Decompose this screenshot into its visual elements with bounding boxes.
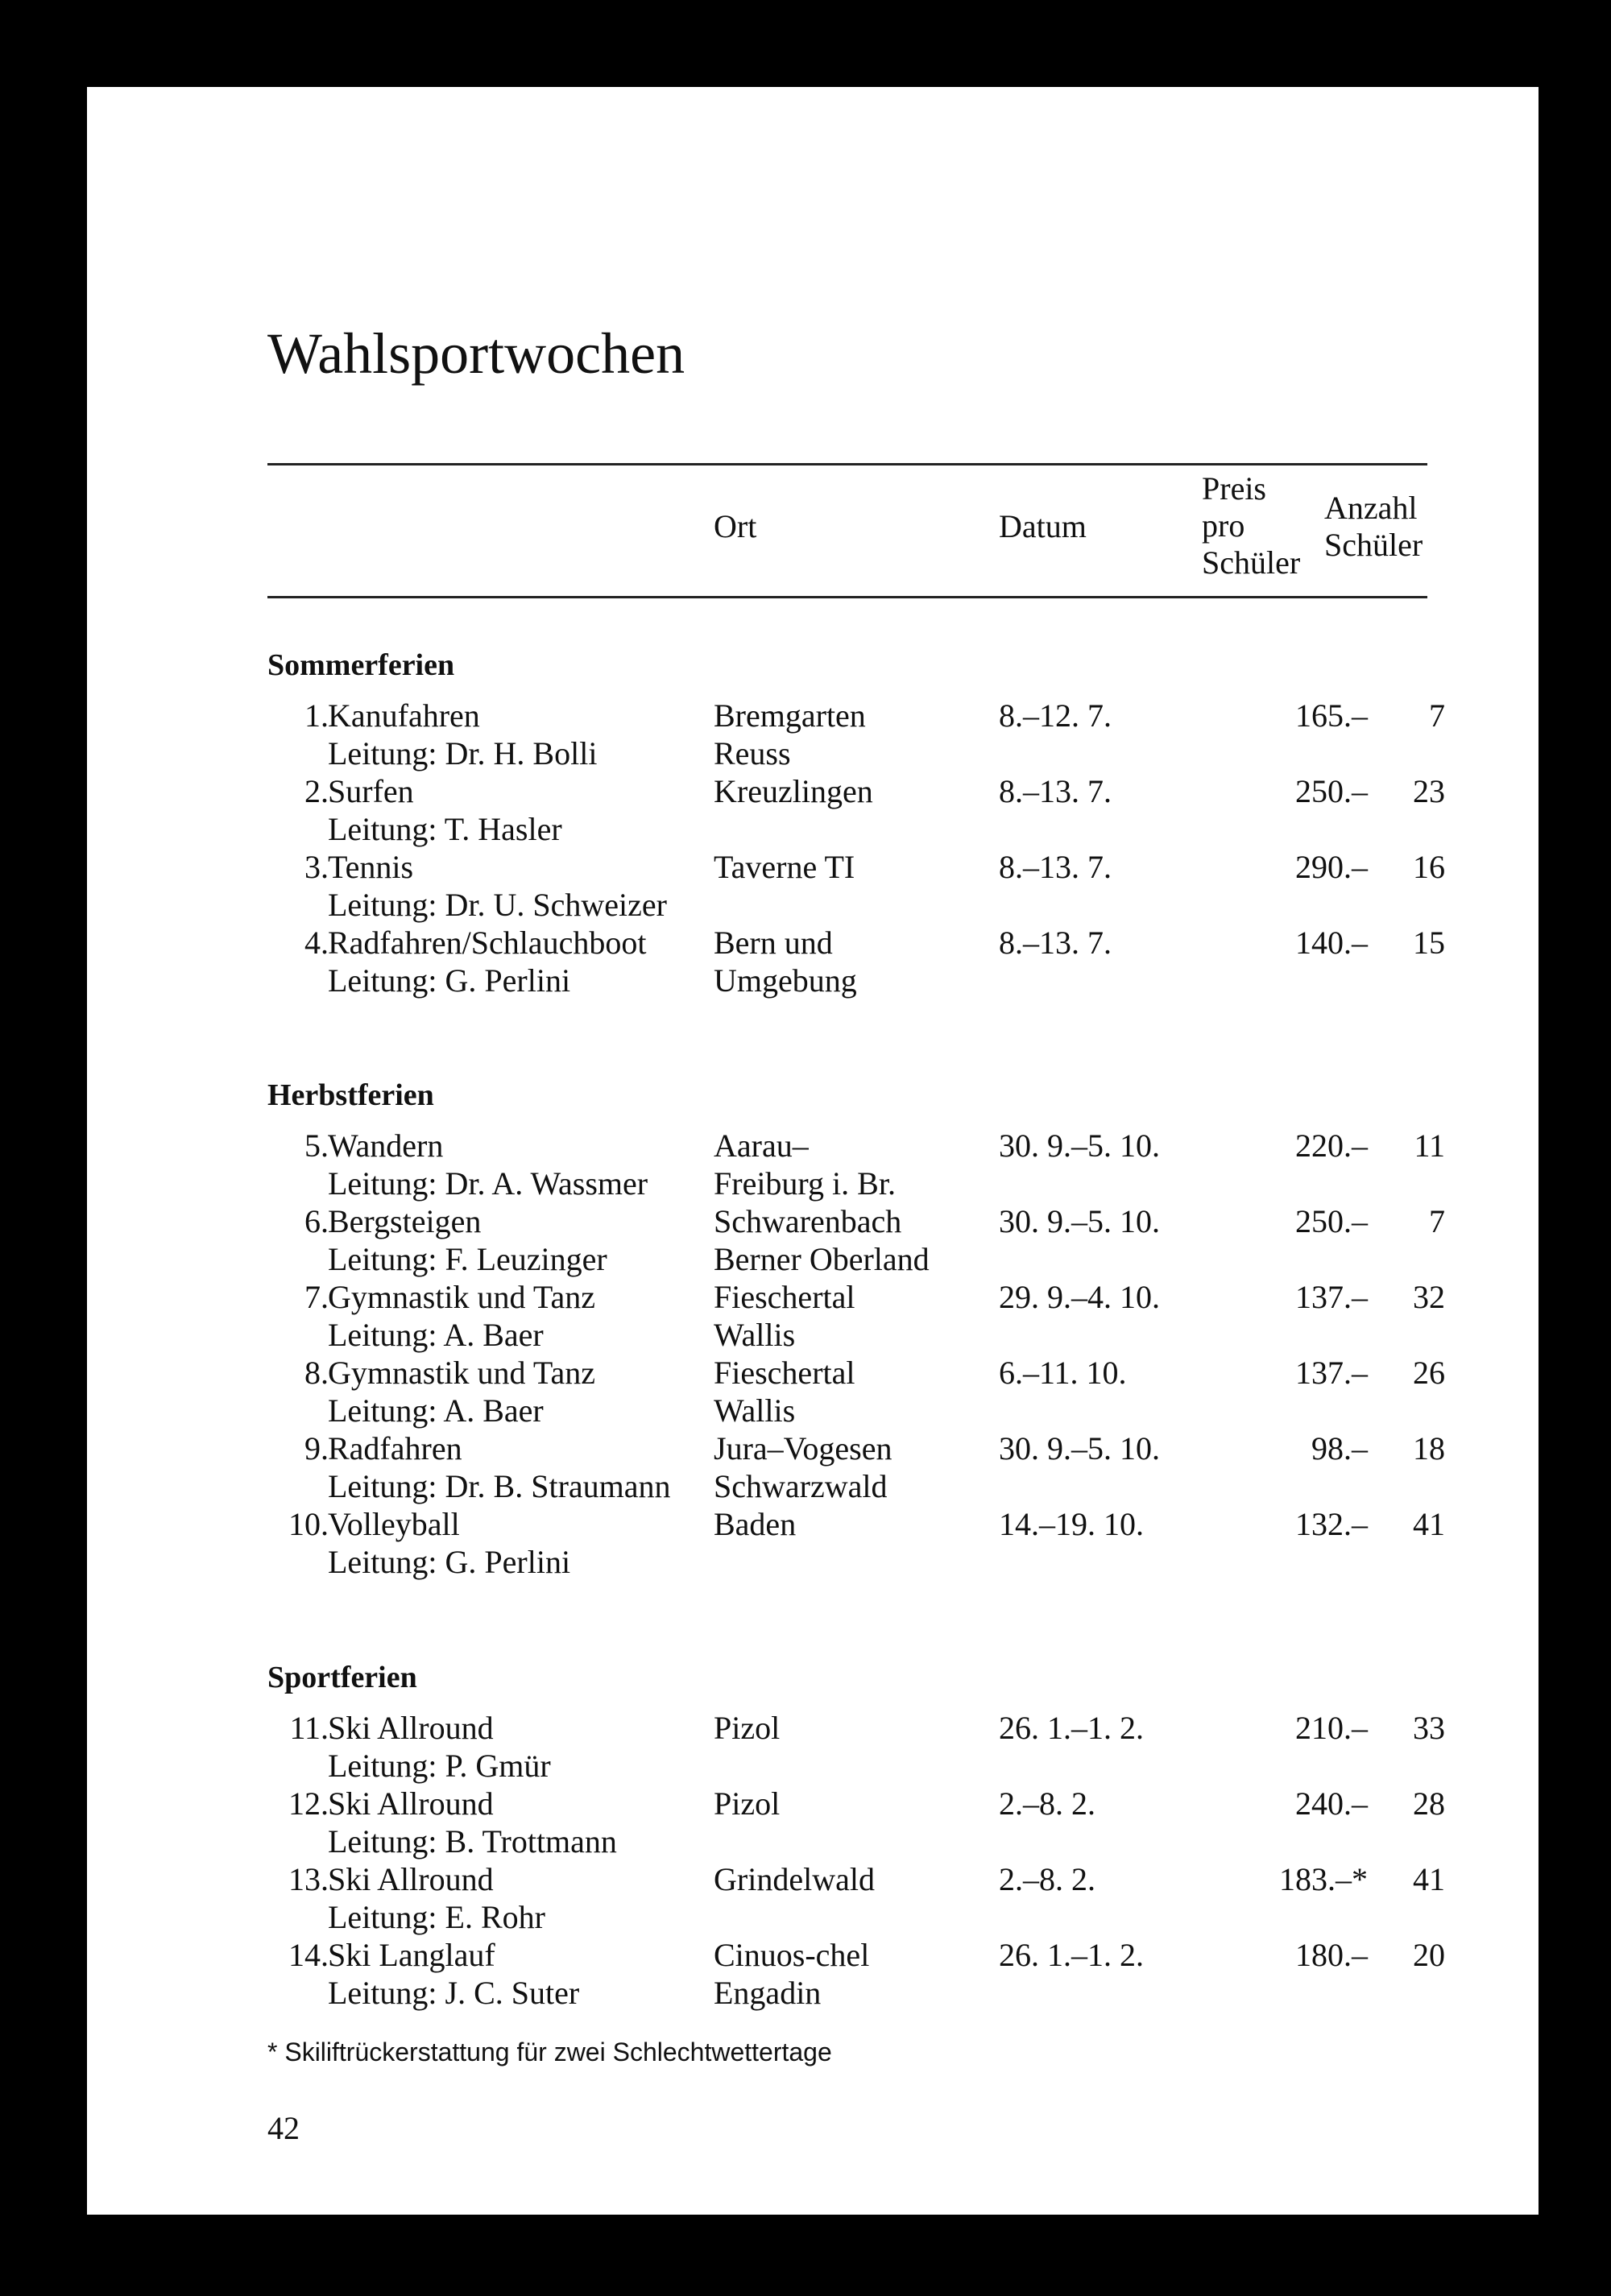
header-preis <box>1202 470 1300 581</box>
page-number: 42 <box>267 2110 300 2146</box>
header-preis-line: Preis <box>1202 470 1266 507</box>
header-preis-line: Schüler <box>1202 544 1301 581</box>
entry-number: 2. <box>304 773 329 809</box>
entry-ort: Schwarenbach <box>714 1203 902 1239</box>
entry-activity: Ski Allround <box>328 1710 494 1746</box>
entry-activity: Ski Allround <box>328 1861 494 1897</box>
entry-preis: 220.– <box>1295 1127 1368 1164</box>
entry-ort-line2: Berner Oberland <box>714 1241 930 1277</box>
entry-activity: Kanufahren <box>328 697 480 734</box>
entry-ort: Fieschertal <box>714 1279 855 1315</box>
entry-ort: Aarau– <box>714 1127 809 1164</box>
entry-datum: 8.–13. 7. <box>999 925 1112 961</box>
table-row <box>87 1278 1539 1354</box>
entry-anzahl: 26 <box>1413 1355 1445 1391</box>
entry-activity: Ski Langlauf <box>328 1937 495 1973</box>
entry-number: 11. <box>289 1710 329 1746</box>
header-anzahl <box>1324 490 1423 564</box>
entry-leader: Leitung: A. Baer <box>328 1317 544 1353</box>
table-row <box>87 697 1539 772</box>
entry-activity: Surfen <box>328 773 414 809</box>
entry-leader: Leitung: G. Perlini <box>328 962 571 999</box>
header-anzahl-line: Schüler <box>1324 527 1423 563</box>
entry-number: 8. <box>304 1355 329 1391</box>
entry-ort: Jura–Vogesen <box>714 1430 892 1467</box>
entry-anzahl: 16 <box>1413 849 1445 885</box>
table-row <box>87 924 1539 999</box>
entry-ort-line2: Umgebung <box>714 962 857 999</box>
entry-datum: 26. 1.–1. 2. <box>999 1710 1144 1746</box>
entry-ort: Grindelwald <box>714 1861 875 1897</box>
entry-datum: 29. 9.–4. 10. <box>999 1279 1160 1315</box>
entry-ort: Fieschertal <box>714 1355 855 1391</box>
table-row <box>87 1127 1539 1202</box>
header-ort: Ort <box>714 508 757 544</box>
entry-anzahl: 28 <box>1413 1785 1445 1822</box>
entry-preis: 240.– <box>1295 1785 1368 1822</box>
section-title-herbstferien: Herbstferien <box>267 1078 434 1112</box>
entry-activity: Ski Allround <box>328 1785 494 1822</box>
entry-leader: Leitung: Dr. B. Straumann <box>328 1468 671 1504</box>
entry-ort-line2: Schwarzwald <box>714 1468 888 1504</box>
entry-activity: Gymnastik und Tanz <box>328 1279 595 1315</box>
entry-leader: Leitung: Dr. H. Bolli <box>328 735 598 772</box>
entry-ort: Bern und <box>714 925 833 961</box>
entry-ort-line2: Reuss <box>714 735 791 772</box>
entry-activity: Radfahren <box>328 1430 462 1467</box>
entry-activity: Tennis <box>328 849 414 885</box>
entry-number: 4. <box>304 925 329 961</box>
entry-leader: Leitung: F. Leuzinger <box>328 1241 607 1277</box>
entry-ort: Taverne TI <box>714 849 855 885</box>
entry-anzahl: 18 <box>1413 1430 1445 1467</box>
entry-ort-line2: Wallis <box>714 1317 796 1353</box>
entry-anzahl: 15 <box>1413 925 1445 961</box>
entry-number: 6. <box>304 1203 329 1239</box>
entry-number: 1. <box>304 697 329 734</box>
entry-datum: 30. 9.–5. 10. <box>999 1127 1160 1164</box>
section-title-sommerferien: Sommerferien <box>267 648 455 682</box>
entry-preis: 180.– <box>1295 1937 1368 1973</box>
table-row <box>87 1429 1539 1505</box>
section-title-sportferien: Sportferien <box>267 1661 417 1694</box>
entry-preis: 137.– <box>1295 1355 1368 1391</box>
entry-number: 10. <box>288 1506 329 1542</box>
header-preis-line: pro <box>1202 507 1245 544</box>
entry-number: 9. <box>304 1430 329 1467</box>
entry-anzahl: 7 <box>1429 1203 1445 1239</box>
entry-datum: 8.–12. 7. <box>999 697 1112 734</box>
entry-activity: Wandern <box>328 1127 444 1164</box>
table-row <box>87 848 1539 924</box>
entry-datum: 8.–13. 7. <box>999 849 1112 885</box>
entry-datum: 8.–13. 7. <box>999 773 1112 809</box>
entry-ort: Pizol <box>714 1785 781 1822</box>
entry-activity: Volleyball <box>328 1506 460 1542</box>
entry-ort: Bremgarten <box>714 697 866 734</box>
entry-number: 3. <box>304 849 329 885</box>
entry-activity: Radfahren/Schlauchboot <box>328 925 647 961</box>
entry-ort-line2: Freiburg i. Br. <box>714 1165 896 1202</box>
entry-datum: 2.–8. 2. <box>999 1861 1095 1897</box>
entry-anzahl: 11 <box>1414 1127 1445 1164</box>
entry-datum: 30. 9.–5. 10. <box>999 1203 1160 1239</box>
entry-preis: 290.– <box>1295 849 1368 885</box>
table-top-rule <box>267 463 1427 465</box>
header-datum: Datum <box>999 508 1087 544</box>
entry-preis: 183.–* <box>1279 1861 1368 1897</box>
entry-datum: 26. 1.–1. 2. <box>999 1937 1144 1973</box>
entry-number: 12. <box>288 1785 329 1822</box>
entry-leader: Leitung: G. Perlini <box>328 1544 571 1580</box>
entry-ort: Baden <box>714 1506 797 1542</box>
entry-number: 13. <box>288 1861 329 1897</box>
entry-anzahl: 20 <box>1413 1937 1445 1973</box>
entry-leader: Leitung: Dr. A. Wassmer <box>328 1165 648 1202</box>
table-header-rule <box>267 596 1427 598</box>
header-anzahl-line: Anzahl <box>1324 490 1418 526</box>
entry-activity: Gymnastik und Tanz <box>328 1355 595 1391</box>
entry-anzahl: 33 <box>1413 1710 1445 1746</box>
entry-anzahl: 41 <box>1413 1861 1445 1897</box>
table-row <box>87 1860 1539 1936</box>
footnote: * Skiliftrückerstattung für zwei Schlechtwettertage <box>267 2037 832 2066</box>
entry-leader: Leitung: P. Gmür <box>328 1748 551 1784</box>
entry-anzahl: 7 <box>1429 697 1445 734</box>
table-row <box>87 1936 1539 2012</box>
entry-leader: Leitung: J. C. Suter <box>328 1975 580 2011</box>
entry-leader: Leitung: Dr. U. Schweizer <box>328 887 667 923</box>
table-row <box>87 1785 1539 1860</box>
entry-ort-line2: Engadin <box>714 1975 822 2011</box>
entry-leader: Leitung: T. Hasler <box>328 811 562 847</box>
entry-ort: Cinuos-chel <box>714 1937 870 1973</box>
entry-ort: Pizol <box>714 1710 781 1746</box>
entry-preis: 140.– <box>1295 925 1368 961</box>
entry-preis: 250.– <box>1295 773 1368 809</box>
table-row <box>87 772 1539 848</box>
page-title: Wahlsportwochen <box>267 321 685 386</box>
entry-ort: Kreuzlingen <box>714 773 873 809</box>
entry-leader: Leitung: B. Trottmann <box>328 1823 617 1860</box>
entry-datum: 14.–19. 10. <box>999 1506 1144 1542</box>
entry-number: 7. <box>304 1279 329 1315</box>
entry-activity: Bergsteigen <box>328 1203 482 1239</box>
entry-preis: 250.– <box>1295 1203 1368 1239</box>
table-row <box>87 1202 1539 1278</box>
entry-number: 5. <box>304 1127 329 1164</box>
entry-datum: 6.–11. 10. <box>999 1355 1127 1391</box>
entry-anzahl: 23 <box>1413 773 1445 809</box>
entry-preis: 137.– <box>1295 1279 1368 1315</box>
entry-ort-line2: Wallis <box>714 1392 796 1429</box>
entry-preis: 98.– <box>1311 1430 1368 1467</box>
document-page <box>87 87 1539 2215</box>
entry-leader: Leitung: A. Baer <box>328 1392 544 1429</box>
entry-preis: 132.– <box>1295 1506 1368 1542</box>
entry-datum: 30. 9.–5. 10. <box>999 1430 1160 1467</box>
entry-datum: 2.–8. 2. <box>999 1785 1095 1822</box>
entry-preis: 210.– <box>1295 1710 1368 1746</box>
entry-anzahl: 41 <box>1413 1506 1445 1542</box>
table-row <box>87 1709 1539 1785</box>
entry-preis: 165.– <box>1295 697 1368 734</box>
entry-anzahl: 32 <box>1413 1279 1445 1315</box>
table-row <box>87 1354 1539 1429</box>
entry-number: 14. <box>288 1937 329 1973</box>
entry-leader: Leitung: E. Rohr <box>328 1899 545 1935</box>
table-row <box>87 1505 1539 1581</box>
